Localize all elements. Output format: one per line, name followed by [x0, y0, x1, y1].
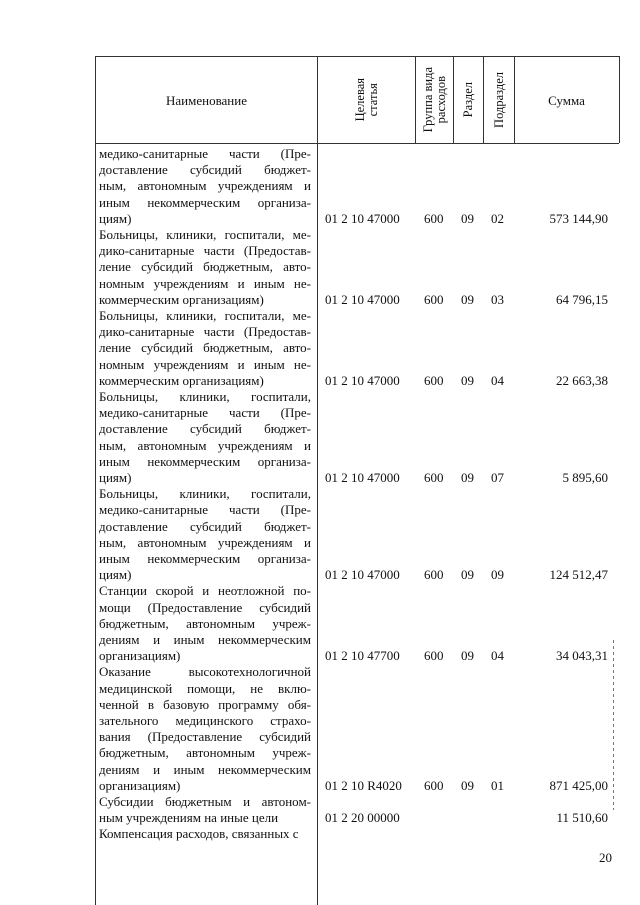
row-name-line: циям): [99, 210, 132, 226]
table-left-border: [95, 56, 96, 905]
header-section: Раздел: [461, 82, 475, 118]
row-sum: 871 425,00: [549, 777, 608, 793]
row-name-line: ченной в базовую программу обя-: [99, 696, 311, 712]
row-section: 09: [461, 777, 474, 793]
row-section: 09: [461, 372, 474, 388]
row-name-line: циям): [99, 470, 132, 486]
row-target-code: 01 2 10 47000: [325, 470, 400, 485]
row-sum: 34 043,31: [556, 648, 608, 664]
row-name-line: дениям и иным некоммерческим: [99, 761, 311, 777]
row-expense-group: 600: [424, 648, 444, 664]
row-name-line: номным учреждениям и иным не-: [99, 356, 311, 372]
row-expense-group: 600: [424, 470, 444, 485]
row-name: [99, 583, 311, 664]
row-section: 09: [461, 210, 474, 226]
row-name-line: Больницы, клиники, госпитали,: [99, 486, 311, 502]
row-name: [99, 146, 311, 227]
row-section: 09: [461, 291, 474, 307]
row-name-line: медицинской помощи, не вклю-: [99, 680, 311, 696]
row-name-line: ным учреждениям на иные цели: [99, 810, 279, 826]
row-target-code: 01 2 10 47000: [325, 291, 400, 307]
row-subsection: 04: [491, 372, 504, 388]
row-sum: 124 512,47: [549, 567, 608, 583]
row-target-code: 01 2 10 47000: [325, 567, 400, 583]
row-sum: 64 796,15: [556, 291, 608, 307]
row-name: [99, 664, 311, 794]
row-name-line: ление субсидий бюджетным, авто-: [99, 340, 311, 356]
row-name-line: Оказание высокотехнологичной: [99, 664, 311, 680]
row-name-line: коммерческим организациям): [99, 291, 264, 307]
row-name-line: бюджетным, автономным учреж-: [99, 745, 311, 761]
page-number: 20: [599, 850, 612, 865]
row-sum: 573 144,90: [549, 210, 608, 226]
row-name-line: Больницы, клиники, госпитали,: [99, 389, 311, 404]
row-name: [99, 794, 311, 826]
row-name: [99, 486, 311, 583]
row-name-line: организациям): [99, 648, 181, 664]
row-name-line: доставление субсидий бюджет-: [99, 421, 311, 437]
row-name-line: бюджетным, автономным учреж-: [99, 615, 311, 631]
row-subsection: 01: [491, 777, 504, 793]
header-name: Наименование: [166, 93, 247, 108]
row-name-line: доставление субсидий бюджет-: [99, 518, 311, 534]
row-name-line: коммерческим организациям): [99, 372, 264, 388]
row-name-line: Субсидии бюджетным и автоном-: [99, 794, 311, 809]
row-name: [99, 826, 311, 842]
row-subsection: 02: [491, 210, 504, 226]
row-subsection: 07: [491, 470, 504, 485]
row-name-line: Больницы, клиники, госпитали, ме-: [99, 227, 311, 242]
column-divider-name: [317, 56, 318, 905]
row-name-line: доставление субсидий бюджет-: [99, 162, 311, 178]
header-sum: Сумма: [548, 93, 585, 108]
row-target-code: 01 2 10 47000: [325, 372, 400, 388]
row-target-code: 01 2 10 47700: [325, 648, 400, 664]
row-name-line: ным, автономным учреждениям и: [99, 178, 311, 194]
row-expense-group: 600: [424, 291, 444, 307]
row-name-line: вания (Предоставление субсидий: [99, 729, 311, 745]
row-sum: 22 663,38: [556, 372, 608, 388]
row-name-line: Больницы, клиники, госпитали, ме-: [99, 308, 311, 323]
row-name-line: организациям): [99, 777, 181, 793]
row-name-line: медико-санитарные части (Пре-: [99, 502, 311, 518]
row-name-line: мощи (Предоставление субсидий: [99, 599, 311, 615]
row-subsection: 03: [491, 291, 504, 307]
row-target-code: 01 2 10 R4020: [325, 777, 402, 793]
row-name-line: иным некоммерческим организа-: [99, 453, 311, 469]
row-name-line: номным учреждениям и иным не-: [99, 275, 311, 291]
row-name-line: дико-санитарные части (Предостав-: [99, 243, 311, 259]
row-expense-group: 600: [424, 372, 444, 388]
row-section: 09: [461, 470, 474, 485]
row-name-line: Станции скорой и неотложной по-: [99, 583, 311, 599]
row-name-line: Компенсация расходов, связанных с: [99, 826, 299, 842]
row-name-line: ным, автономным учреждениям и: [99, 534, 311, 550]
row-expense-group: 600: [424, 567, 444, 583]
row-target-code: 01 2 20 00000: [325, 810, 400, 826]
right-border-dashed: [613, 640, 614, 810]
row-name: [99, 389, 311, 486]
row-subsection: 09: [491, 567, 504, 583]
row-section: 09: [461, 567, 474, 583]
row-name-line: иным некоммерческим организа-: [99, 194, 311, 210]
header-target: Целевая статья: [352, 78, 380, 122]
table-right-border: [619, 56, 620, 143]
row-name-line: циям): [99, 567, 132, 583]
row-expense-group: 600: [424, 777, 444, 793]
row-section: 09: [461, 648, 474, 664]
row-sum: 11 510,60: [556, 810, 608, 826]
row-expense-group: 600: [424, 210, 444, 226]
row-name: [99, 227, 311, 308]
row-name-line: дениям и иным некоммерческим: [99, 632, 311, 647]
row-sum: 5 895,60: [562, 470, 608, 485]
row-name-line: иным некоммерческим организа-: [99, 551, 311, 566]
row-name: [99, 308, 311, 389]
row-target-code: 01 2 10 47000: [325, 210, 400, 226]
row-name-line: медико-санитарные части (Пре-: [99, 405, 311, 421]
row-name-line: ление субсидий бюджетным, авто-: [99, 259, 311, 275]
row-name-line: зательного медицинского страхо-: [99, 713, 311, 728]
header-bottom-border: [95, 143, 619, 144]
header-group: Группа вида расходов: [420, 67, 448, 133]
row-name-line: дико-санитарные части (Предостав-: [99, 324, 311, 340]
header-subsection: Подраздел: [491, 72, 506, 128]
row-name-line: медико-санитарные части (Пре-: [99, 146, 311, 161]
row-name-line: ным, автономным учреждениям и: [99, 437, 311, 453]
row-subsection: 04: [491, 648, 504, 664]
